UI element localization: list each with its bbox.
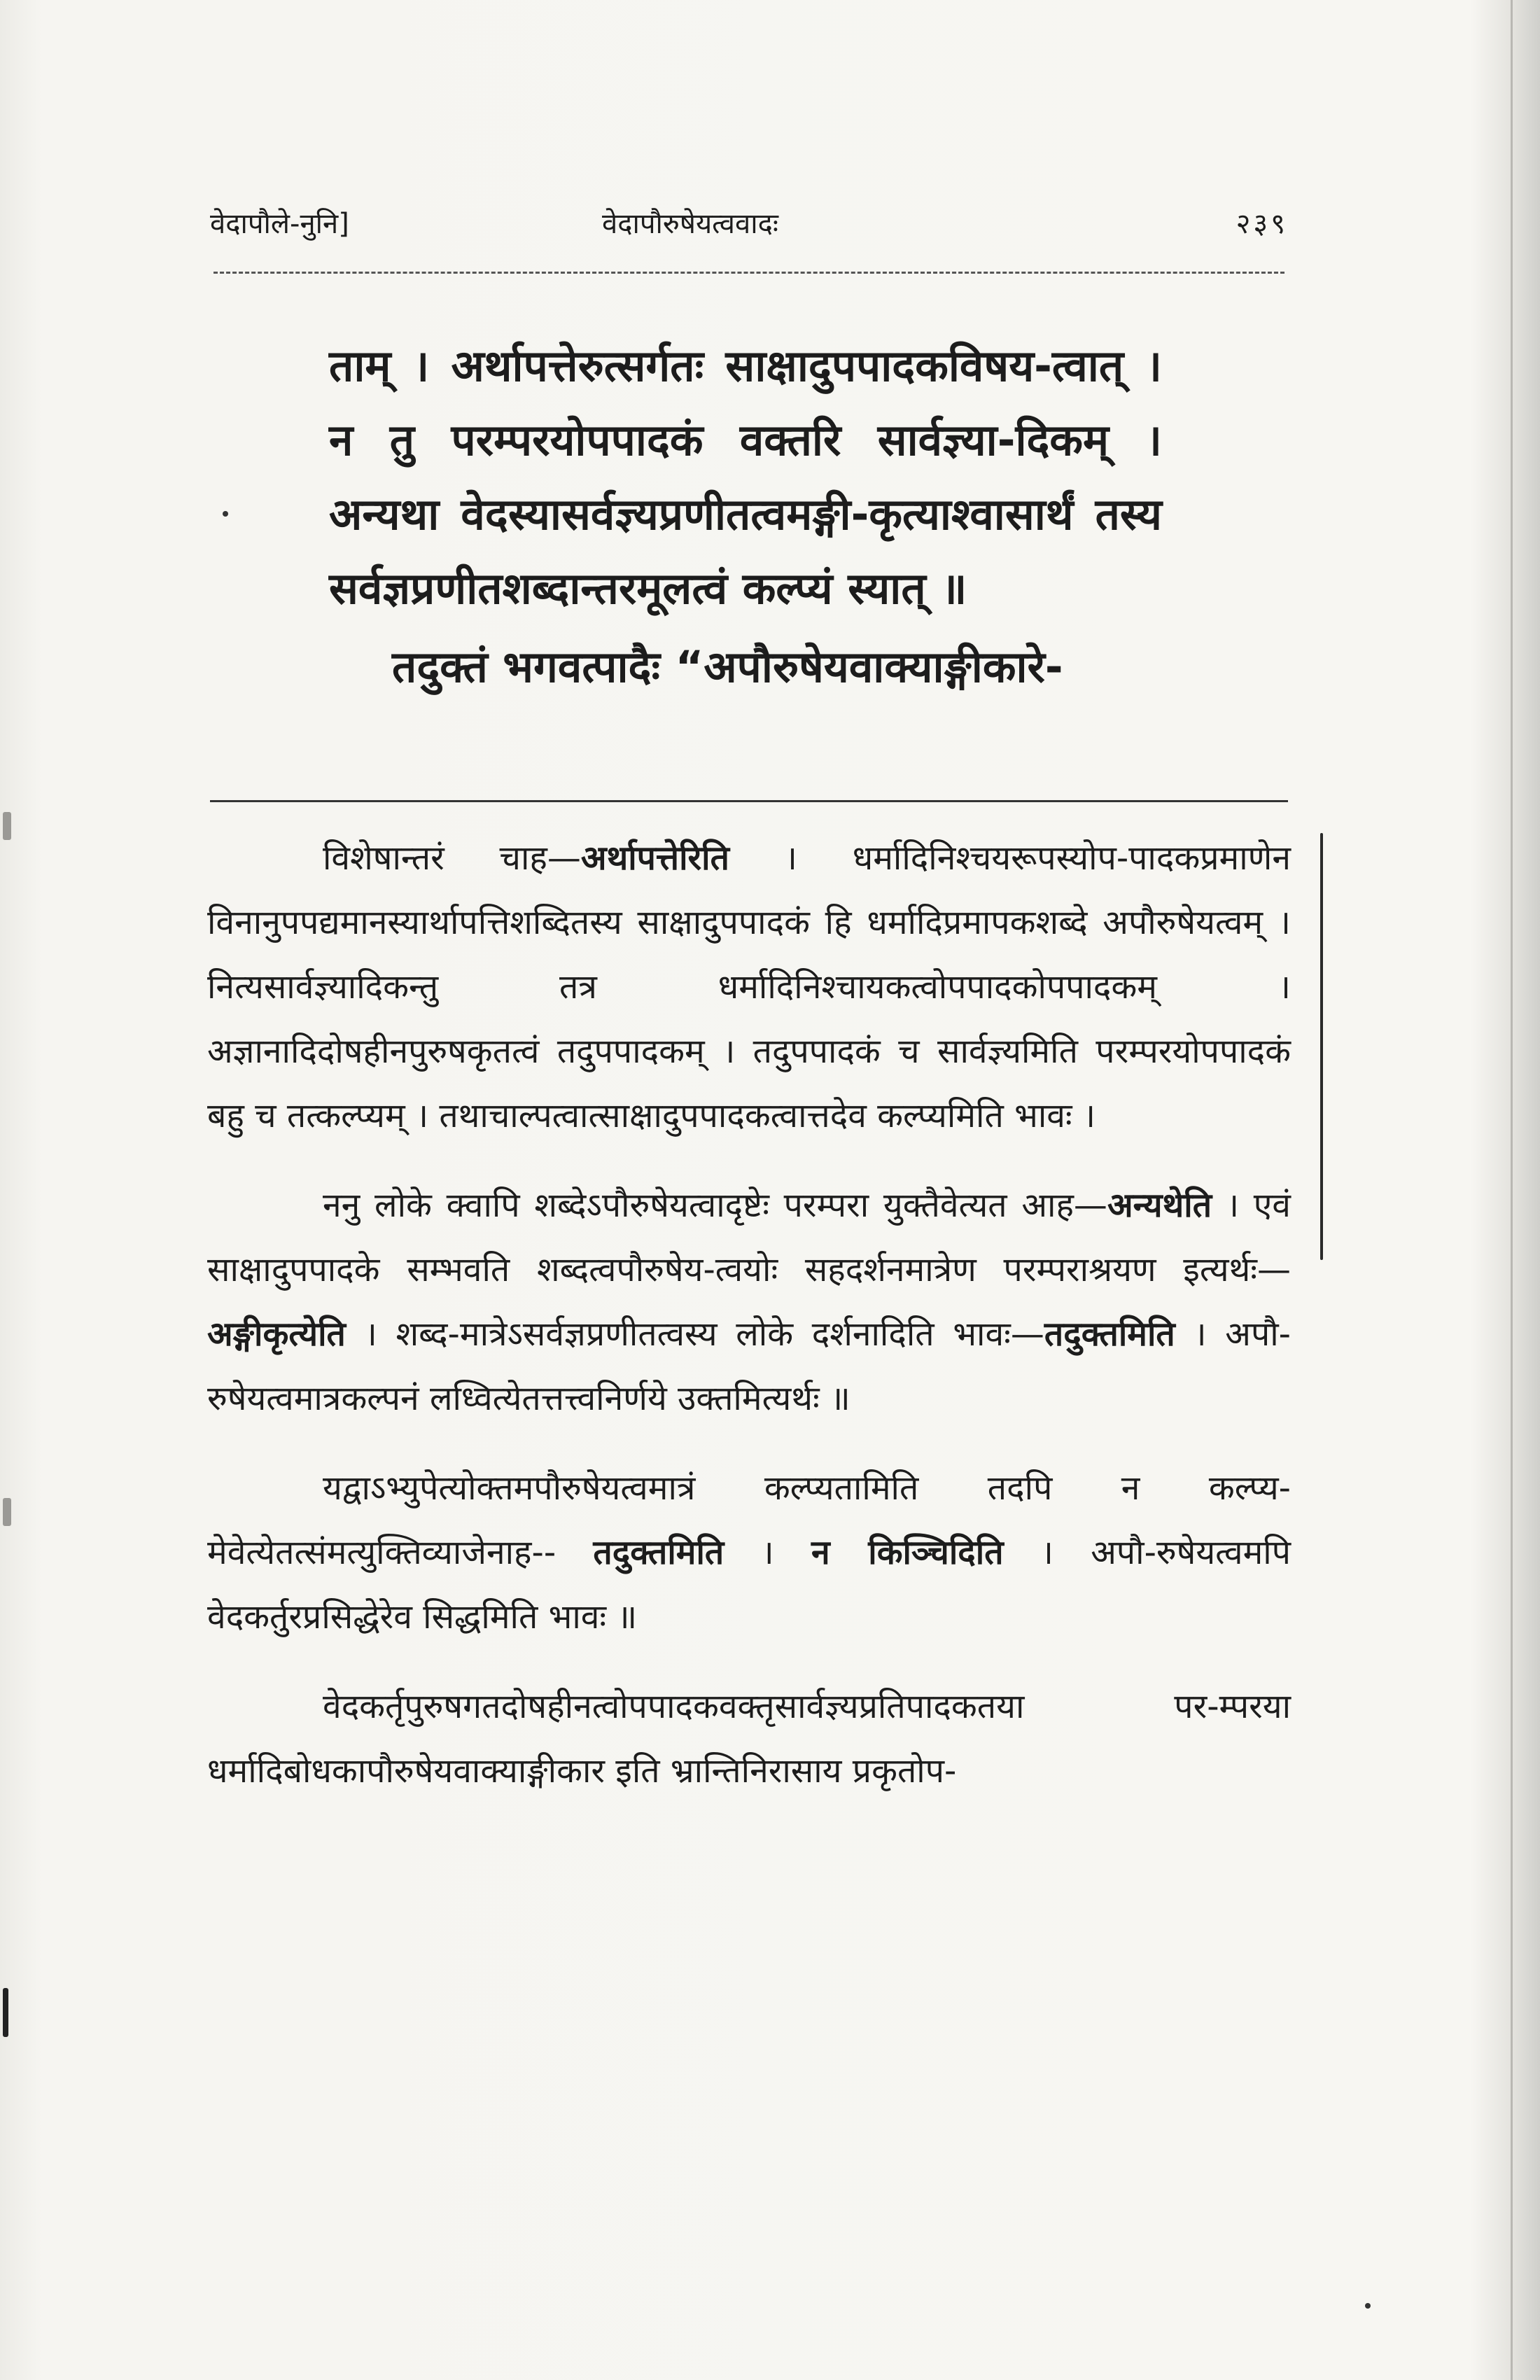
commentary-paragraph-4: वेदकर्तृपुरुषगतदोषहीनत्वोपपादकवक्तृसार्वज्ञ्यप्रतिपादकतया पर-म्परया धर्मादिबोधकापौरुषेयवाक्याङ्गीकार इति भ्रान्तिनिरासाय प्रकृतोप- bbox=[207, 1687, 1291, 1791]
separator-rule bbox=[210, 800, 1288, 802]
speck bbox=[223, 511, 228, 517]
text-run: । bbox=[724, 1533, 811, 1572]
commentary-paragraph-3 bbox=[207, 1456, 1291, 1649]
main-paragraph-2: तदुक्तं भगवत्पादैः “अपौरुषेयवाक्याङ्गीकारे- bbox=[392, 641, 1063, 692]
text-run: यद्वाऽभ्युपेत्योक्तमपौरुषेयत्वमात्रं कल्प्यतामिति तदपि न कल्प्य-मेवेत्येतत्संमत्युक्तिव्याजेनाह-- bbox=[207, 1469, 1291, 1572]
commentary bbox=[207, 826, 1291, 1828]
margin-mark bbox=[3, 812, 11, 840]
text-run: विशेषान्तरं चाह— bbox=[323, 839, 581, 878]
commentary-paragraph-1 bbox=[207, 826, 1291, 1148]
page-edge bbox=[1511, 0, 1513, 2380]
margin-bracket-mark bbox=[1320, 833, 1323, 1260]
bold-term: तदुक्तमिति bbox=[593, 1533, 724, 1572]
text-run: । अपौ-रुषेयत्वमपि वेदकर्तुरप्रसिद्धेरेव सिद्धमिति भावः ॥ bbox=[207, 1533, 1291, 1637]
text-run: । शब्द-मात्रेऽसर्वज्ञप्रणीतत्वस्य लोके दर्शनादिति भावः— bbox=[345, 1315, 1044, 1354]
bold-term: न किञ्चिदिति bbox=[811, 1533, 1004, 1572]
text-run: । एवं साक्षादुपपादके सम्भवति शब्दत्वपौरुषेय-त्वयोः सहदर्शनमात्रेण परम्पराश्रयण इत्यर्थः— bbox=[207, 1186, 1291, 1289]
margin-mark bbox=[3, 1988, 8, 2037]
main-text bbox=[329, 329, 1162, 704]
main-paragraph-1: ताम् । अर्थापत्तेरुत्सर्गतः साक्षादुपपादकविषय-त्वात् । न तु परम्परयोपपादकं वक्तरि सार्वज्ञ्या-दिकम् । अन्यथा वेदस्यासर्वज्ञ्यप्रणीतत्वमङ्गी-कृत्याश्वासार्थं तस्य सर्वज्ञप्रणीतशब्दान्तरमूलत्वं कल्प्यं स्यात् ॥ bbox=[329, 340, 1162, 614]
text-run: । धर्मादिनिश्चयरूपस्योप-पादकप्रमाणेन विनानुपपद्यमानस्यार्थापत्तिशब्दितस्य साक्षादुपपादकं हि धर्मादिप्रमापकशब्दे अपौरुषेयत्वम् । नित्यसार्वज्ञ्यादिकन्तु तत्र धर्मादिनिश्चायकत्वोपपादकोपपादकम् । अज्ञानादिदोषहीनपुरुषकृतत्वं तदुपपादकम् । तदुपपादकं च सार्वज्ञ्यमिति परम्परयोपपादकं बहु च तत्कल्प्यम् । तथाचाल्पत्वात्साक्षादुपपादकत्वात्तदेव कल्प्यमिति भावः । bbox=[207, 839, 1291, 1135]
header-title: वेदापौरुषेयत्ववादः bbox=[602, 208, 778, 240]
running-header bbox=[210, 203, 1288, 252]
bold-term: तदुक्तमिति bbox=[1044, 1315, 1175, 1354]
page-number: २३९ bbox=[1236, 208, 1288, 240]
bold-term: अङ्गीकृत्येति bbox=[207, 1315, 346, 1354]
text-run: । अपौ-रुषेयत्वमात्रकल्पनं लध्वित्येतत्तत्त्वनिर्णये उक्तमित्यर्थः ॥ bbox=[207, 1315, 1291, 1418]
bold-term: अन्यथेति bbox=[1107, 1186, 1212, 1225]
commentary-paragraph-2 bbox=[207, 1173, 1291, 1431]
header-left: वेदापौले-नुनि] bbox=[210, 208, 349, 240]
margin-mark bbox=[3, 1498, 11, 1526]
speck bbox=[1365, 2303, 1371, 2309]
bold-term: अर्थापत्तेरिति bbox=[580, 839, 729, 878]
header-rule bbox=[214, 272, 1284, 274]
text-run: ननु लोके क्वापि शब्देऽपौरुषेयत्वादृष्टेः परम्परा युक्तैवेत्यत आह— bbox=[323, 1186, 1107, 1225]
